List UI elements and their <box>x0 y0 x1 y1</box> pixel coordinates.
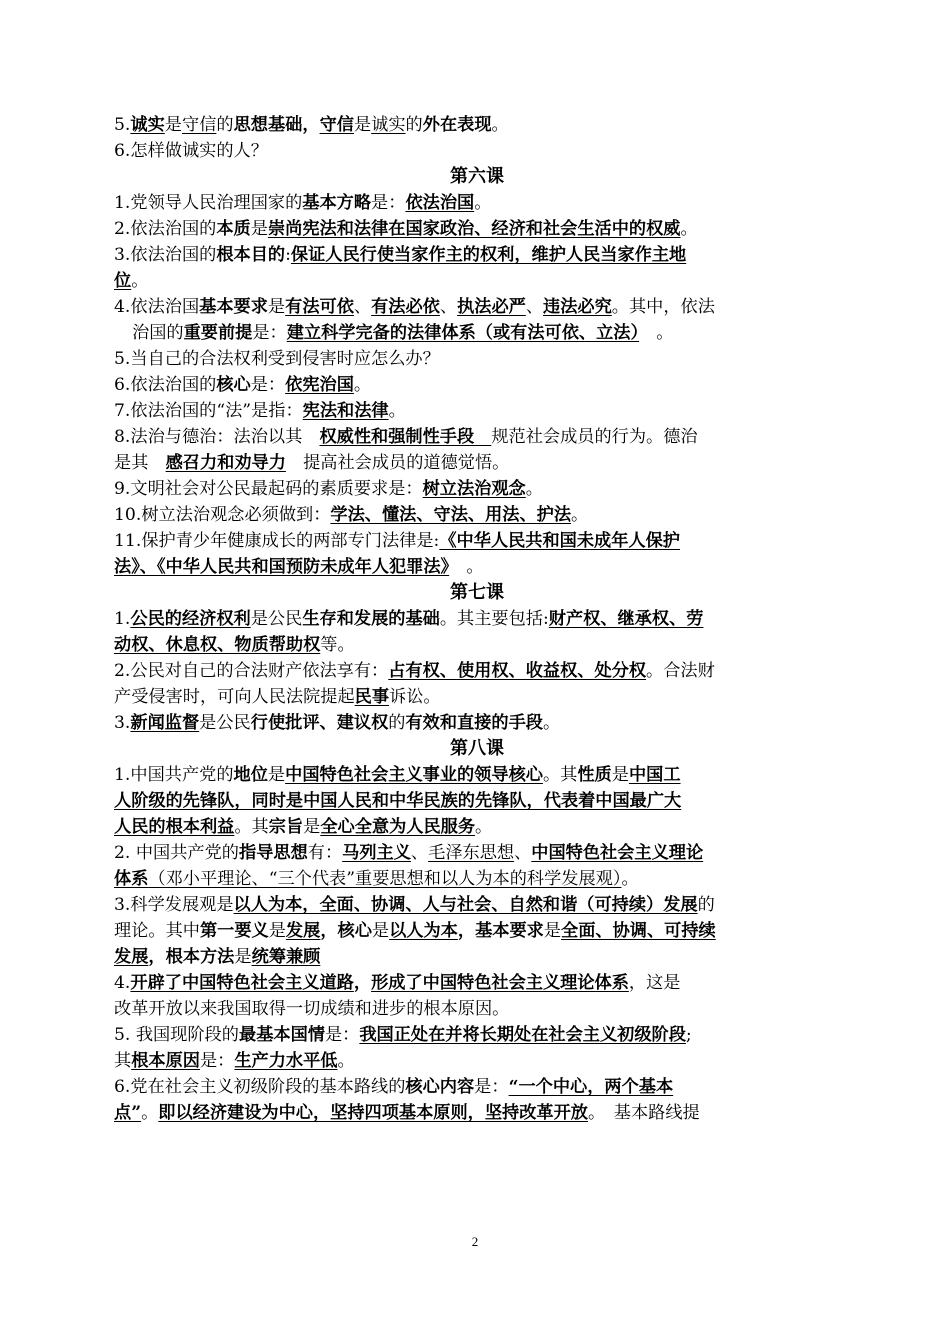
text-line: 2.公民对自己的合法财产依法享有：占有权、使用权、收益权、处分权。合法财 <box>114 661 715 681</box>
lesson-heading: 第六课 <box>450 166 504 187</box>
text-line: 动权、休息权、物质帮助权等。 <box>114 635 355 655</box>
text-line: 6.依法治国的核心是：依宪治国。 <box>114 375 372 395</box>
text-line: 6.党在社会主义初级阶段的基本路线的核心内容是：“一个中心，两个基本 <box>114 1077 674 1097</box>
text-line: 2.依法治国的本质是崇尚宪法和法律在国家政治、经济和社会生活中的权威。 <box>114 219 698 239</box>
text-line: 改革开放以来我国取得一切成绩和进步的根本原因。 <box>114 999 510 1019</box>
text-line: 10.树立法治观念必须做到：学法、懂法、守法、用法、护法。 <box>114 505 589 525</box>
text-line: 9.文明社会对公民最起码的素质要求是：树立法治观念。 <box>114 479 543 499</box>
text-line: 11.保护青少年健康成长的两部专门法律是:《中华人民共和国未成年人保护 <box>114 531 680 551</box>
text-line: 6.怎样做诚实的人？ <box>114 141 268 161</box>
text-line: 点”。即以经济建设为中心，坚持四项基本原则，坚持改革开放。 基本路线提 <box>114 1103 700 1123</box>
text-line: 位。 <box>114 271 149 291</box>
text-line: 2. 中国共产党的指导思想有：马列主义、毛泽东思想、中国特色社会主义理论 <box>114 843 704 863</box>
text-line: 人民的根本利益。其宗旨是全心全意为人民服务。 <box>114 817 493 837</box>
text-line: 3.依法治国的根本目的:保证人民行使当家作主的权利，维护人民当家作主地 <box>114 245 687 265</box>
text-line: 是其 感召力和劝导力 提高社会成员的道德觉悟。 <box>114 453 510 473</box>
text-line: 人阶级的先锋队，同时是中国人民和中华民族的先锋队，代表着中国最广大 <box>114 791 682 811</box>
text-line: 8.法治与德治：法治以其 权威性和强制性手段 规范社会成员的行为。德治 <box>114 427 698 447</box>
text-line: 5.当自己的合法权利受到侵害时应怎么办？ <box>114 349 440 369</box>
text-line: 3.科学发展观是以人为本，全面、协调、人与社会、自然和谐（可持续）发展的 <box>114 895 715 915</box>
text-line: 1.公民的经济权利是公民生存和发展的基础。其主要包括:财产权、继承权、劳 <box>114 609 704 629</box>
document-body <box>114 112 840 1126</box>
lesson-heading: 第七课 <box>450 582 504 603</box>
text-line: 1.中国共产党的地位是中国特色社会主义事业的领导核心。其性质是中国工 <box>114 765 681 785</box>
text-line: 法》、《中华人民共和国预防未成年人犯罪法》 。 <box>114 557 484 577</box>
text-line: 理论。其中第一要义是发展，核心是以人为本，基本要求是全面、协调、可持续 <box>114 921 716 941</box>
text-line: 4.依法治国基本要求是有法可依、有法必依、执法必严、违法必究。其中，依法 <box>114 297 715 317</box>
text-line: 5. 我国现阶段的最基本国情是：我国正处在并将长期处在社会主义初级阶段; <box>114 1025 692 1045</box>
text-line: 体系（邓小平理论、“三个代表”重要思想和以人为本的科学发展观）。 <box>114 869 639 889</box>
text-line: 1.党领导人民治理国家的基本方略是：依法治国。 <box>114 193 492 213</box>
text-line: 3.新闻监督是公民行使批评、建议权的有效和直接的手段。 <box>114 713 561 733</box>
lesson-heading: 第八课 <box>450 738 504 759</box>
text-line: 产受侵害时，可向人民法院提起民事诉讼。 <box>114 687 441 707</box>
text-line: 发展，根本方法是统筹兼顾 <box>114 947 321 967</box>
text-line: 5.诚实是守信的思想基础，守信是诚实的外在表现。 <box>114 115 509 135</box>
page-number: 2 <box>471 1234 479 1249</box>
text-line: 其根本原因是：生产力水平低。 <box>114 1051 355 1071</box>
text-line: 4.开辟了中国特色社会主义道路，形成了中国特色社会主义理论体系，这是 <box>114 973 681 993</box>
text-line: 7.依法治国的“法”是指：宪法和法律。 <box>114 401 406 421</box>
text-line: 治国的重要前提是：建立科学完备的法律体系（或有法可依、立法） 。 <box>132 323 674 343</box>
